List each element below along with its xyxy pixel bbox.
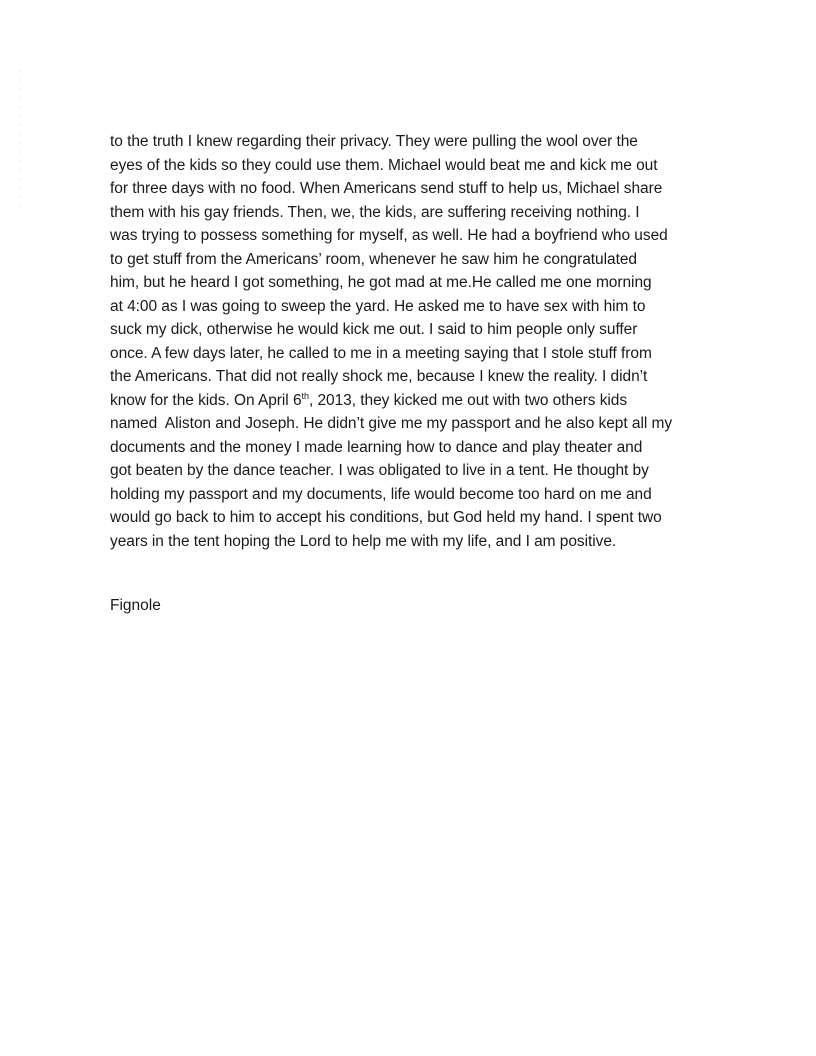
text-line: the Americans. That did not really shock me, because I knew the reality. I didn’t: [110, 368, 648, 385]
signature-name: Fignole: [110, 597, 161, 614]
text-line: him, but he heard I got something, he got mad at me.He called me one morning: [110, 274, 652, 291]
text-line: holding my passport and my documents, life would become too hard on me and: [110, 485, 652, 503]
text-line: at 4:00 as I was going to sweep the yard. He asked me to have sex with him to: [110, 297, 646, 315]
text-line: suck my dick, otherwise he would kick me out. I said to him people only suffer: [110, 321, 638, 338]
text-line: to the truth I knew regarding their privacy. They were pulling the wool over the: [110, 133, 638, 150]
text-line: them with his gay friends. Then, we, the kids, are suffering receiving nothing. I: [110, 203, 640, 221]
text-line: years in the tent hoping the Lord to help me with my life, and I am positive.: [110, 532, 617, 550]
text-line: named Aliston and Joseph. He didn’t give me my passport and he also kept all my: [110, 415, 673, 432]
text-line: eyes of the kids so they could use them. Michael would beat me and kick me out: [110, 156, 658, 174]
text-line: once. A few days later, he called to me in a meeting saying that I stole stuff from: [110, 344, 652, 362]
text-line: was trying to possess something for myself, as well. He had a boyfriend who used: [110, 227, 668, 244]
text-line: to get stuff from the Americans’ room, whenever he saw him he congratulated: [110, 250, 637, 268]
date-line-after: , 2013, they kicked me out with two others kids: [308, 391, 628, 409]
text-line: got beaten by the dance teacher. I was obligated to live in a tent. He thought by: [110, 462, 649, 479]
date-ordinal-superscript: th: [301, 390, 309, 401]
scan-margin-artifact: [20, 70, 21, 210]
date-line: [110, 389, 750, 413]
letter-body: [110, 130, 750, 553]
text-line: documents and the money I made learning how to dance and play theater and: [110, 438, 643, 456]
text-line: for three days with no food. When Americans send stuff to help us, Michael share: [110, 180, 663, 197]
text-line: would go back to him to accept his conditions, but God held my hand. I spent two: [110, 509, 662, 526]
date-line-before: know for the kids. On April 6: [110, 391, 302, 409]
